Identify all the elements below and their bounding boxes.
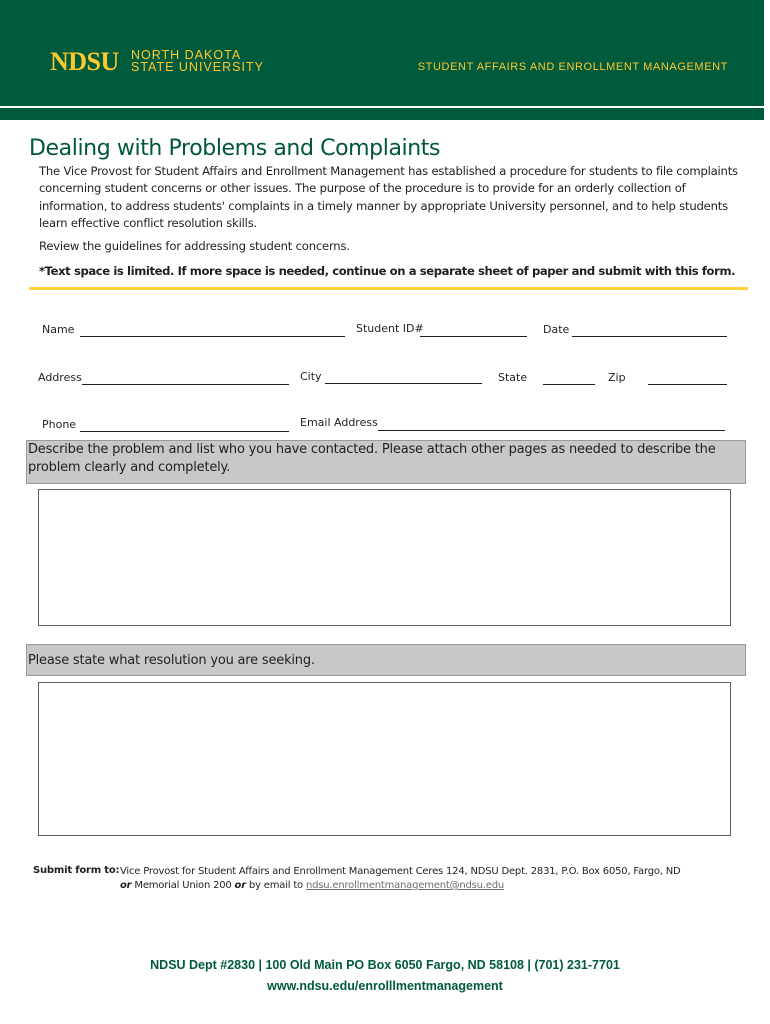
name-label: Name bbox=[42, 323, 75, 336]
email-field[interactable] bbox=[378, 420, 725, 431]
ndsu-logo: NDSU bbox=[50, 47, 119, 76]
submit-form-label: Submit form to: bbox=[33, 865, 120, 876]
department-name: STUDENT AFFAIRS AND ENROLLMENT MANAGEMENT bbox=[417, 61, 728, 73]
email-link[interactable]: ndsu.enrollmentmanagement@ndsu.edu bbox=[305, 880, 505, 891]
submit-instructions bbox=[120, 865, 681, 893]
resolution-textarea[interactable] bbox=[38, 682, 731, 836]
state-field[interactable] bbox=[543, 374, 595, 385]
or-text-2: or bbox=[234, 880, 246, 891]
student-id-field[interactable] bbox=[420, 326, 527, 337]
phone-field[interactable] bbox=[80, 421, 289, 432]
problem-description-textarea[interactable] bbox=[38, 489, 731, 626]
address-label: Address bbox=[38, 371, 82, 384]
footer-website[interactable]: www.ndsu.edu/enrolllmentmanagement bbox=[267, 979, 503, 993]
footer-address: NDSU Dept #2830 | 100 Old Main PO Box 6050 Fargo, ND 58108 | (701) 231-7701 bbox=[150, 958, 620, 972]
date-label: Date bbox=[543, 323, 570, 336]
city-label: City bbox=[300, 370, 322, 383]
submit-line-2 bbox=[120, 879, 681, 893]
problem-prompt: Describe the problem and list who you have contacted. Please attach other pages as needed to describe the problem clearly and completely. bbox=[28, 442, 716, 475]
address-field[interactable] bbox=[82, 374, 289, 385]
zip-label: Zip bbox=[608, 371, 626, 384]
page-title: Dealing with Problems and Complaints bbox=[29, 136, 441, 161]
phone-label: Phone bbox=[42, 418, 77, 431]
state-label: State bbox=[498, 371, 528, 384]
name-field[interactable] bbox=[80, 326, 345, 337]
city-field[interactable] bbox=[325, 373, 482, 384]
by-email-text: by email to bbox=[245, 880, 306, 891]
logo-line-1: NORTH DAKOTA bbox=[131, 48, 242, 62]
email-label: Email Address bbox=[300, 416, 378, 429]
resolution-prompt: Please state what resolution you are seeking. bbox=[28, 653, 315, 668]
or-text-1: or bbox=[120, 880, 132, 891]
divider-rule bbox=[29, 287, 748, 290]
date-field[interactable] bbox=[572, 326, 727, 337]
submit-line-1: Vice Provost for Student Affairs and Enrollment Management Ceres 124, NDSU Dept. 2831, P.O. Box 6050, Fargo, ND bbox=[120, 866, 681, 877]
problem-section-header bbox=[26, 440, 746, 484]
student-id-label: Student ID# bbox=[356, 322, 424, 335]
review-guidelines-text: Review the guidelines for addressing student concerns. bbox=[39, 239, 350, 253]
memorial-union-text: Memorial Union 200 bbox=[131, 880, 235, 891]
logo-line-2: STATE UNIVERSITY bbox=[131, 60, 264, 74]
resolution-section-header bbox=[26, 644, 746, 676]
zip-field[interactable] bbox=[648, 374, 727, 385]
text-space-note: *Text space is limited. If more space is needed, continue on a separate sheet of paper and submit with this form. bbox=[39, 264, 736, 278]
university-name bbox=[131, 49, 264, 73]
header-banner bbox=[0, 0, 764, 106]
intro-paragraph: The Vice Provost for Student Affairs and Enrollment Management has established a procedure for students to file complaints concerning student concerns or other issues. The purpose of the procedure is to provide for an orderly collection of information, to address students' complaints in a timely manner by appropriate University personnel, and to help students learn effective conflict resolution skills. bbox=[39, 164, 738, 231]
header-stripe bbox=[0, 108, 764, 120]
